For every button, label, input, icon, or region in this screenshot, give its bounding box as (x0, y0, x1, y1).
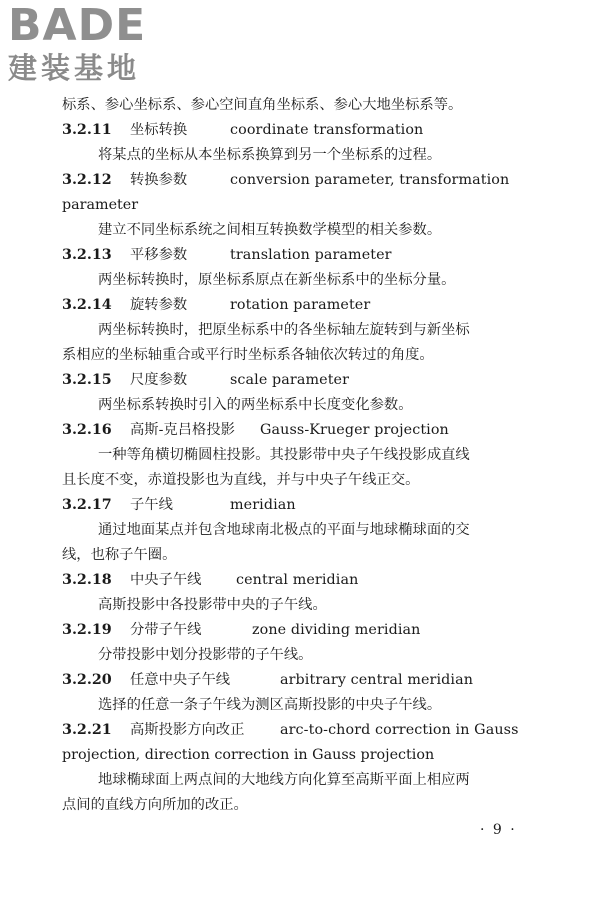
term-chinese: 高斯-克吕格投影 (130, 422, 235, 438)
term-number: 3.2.11 (62, 122, 112, 138)
term-definition: 将某点的坐标从本坐标系换算到另一个坐标系的过程。 (98, 147, 442, 163)
term-number: 3.2.14 (62, 297, 112, 313)
term-definition: 通过地面某点并包含地球南北极点的平面与地球椭球面的交 (98, 522, 470, 538)
term-heading (62, 168, 547, 193)
term-english: Gauss-Krueger projection (260, 422, 449, 438)
term-number: 3.2.19 (62, 622, 112, 638)
term-english: rotation parameter (230, 297, 371, 313)
term-english: meridian (230, 497, 296, 513)
term-chinese: 坐标转换 (130, 122, 188, 138)
term-number: 3.2.15 (62, 372, 112, 388)
term-number: 3.2.18 (62, 572, 112, 588)
term-definition: 选择的任意一条子午线为测区高斯投影的中央子午线。 (98, 697, 442, 713)
term-chinese: 旋转参数 (130, 297, 188, 313)
term-heading (62, 418, 547, 443)
term-chinese: 任意中央子午线 (130, 672, 231, 688)
term-heading (62, 718, 547, 743)
logo (8, 0, 178, 90)
term-chinese: 尺度参数 (130, 372, 188, 388)
term-english: translation parameter (230, 247, 392, 263)
term-heading (62, 568, 547, 593)
term-number: 3.2.20 (62, 672, 112, 688)
lead-text: 标系、参心坐标系、参心空间直角坐标系、参心大地坐标系等。 (62, 97, 463, 113)
term-english-continued: parameter (62, 197, 139, 213)
logo-subtitle: 建装基地 (8, 51, 141, 85)
term-english: coordinate transformation (230, 122, 424, 138)
term-english: arbitrary central meridian (280, 672, 474, 688)
term-english: arc-to-chord correction in Gauss (280, 722, 519, 738)
term-english-continued: projection, direction correction in Gauss projection (62, 747, 435, 763)
page-body (62, 93, 547, 818)
term-definition: 一种等角横切椭圆柱投影。其投影带中央子午线投影成直线 (98, 447, 470, 463)
term-definition-continued: 系相应的坐标轴重合或平行时坐标系各轴依次转过的角度。 (62, 347, 434, 363)
page-number: · 9 · (480, 822, 517, 838)
term-number: 3.2.21 (62, 722, 112, 738)
term-definition-continued: 且长度不变，赤道投影也为直线，并与中央子午线正交。 (62, 472, 420, 488)
term-definition-continued: 线，也称子午圈。 (62, 547, 177, 563)
term-number: 3.2.13 (62, 247, 112, 263)
term-definition-continued: 点间的直线方向所加的改正。 (62, 797, 248, 813)
term-heading (62, 243, 547, 268)
term-definition: 分带投影中划分投影带的子午线。 (98, 647, 313, 663)
term-definition: 两坐标转换时，原坐标系原点在新坐标系中的坐标分量。 (98, 272, 456, 288)
term-chinese: 中央子午线 (130, 572, 202, 588)
term-heading (62, 118, 547, 143)
term-heading (62, 293, 547, 318)
term-definition: 高斯投影中各投影带中央的子午线。 (98, 597, 327, 613)
term-chinese: 转换参数 (130, 172, 188, 188)
term-number: 3.2.12 (62, 172, 112, 188)
term-number: 3.2.16 (62, 422, 112, 438)
term-chinese: 平移参数 (130, 247, 188, 263)
term-english: scale parameter (230, 372, 350, 388)
logo-wordmark: BADE (8, 0, 147, 51)
term-definition: 地球椭球面上两点间的大地线方向化算至高斯平面上相应两 (98, 772, 470, 788)
term-chinese: 分带子午线 (130, 622, 202, 638)
term-heading (62, 668, 547, 693)
term-heading (62, 493, 547, 518)
term-english: zone dividing meridian (252, 622, 421, 638)
term-chinese: 子午线 (130, 497, 173, 513)
term-english: central meridian (236, 572, 359, 588)
term-number: 3.2.17 (62, 497, 112, 513)
term-heading (62, 368, 547, 393)
term-definition: 建立不同坐标系统之间相互转换数学模型的相关参数。 (98, 222, 442, 238)
term-chinese: 高斯投影方向改正 (130, 722, 245, 738)
term-definition: 两坐标转换时，把原坐标系中的各坐标轴左旋转到与新坐标 (98, 322, 470, 338)
term-definition: 两坐标系转换时引入的两坐标系中长度变化参数。 (98, 397, 413, 413)
term-heading (62, 618, 547, 643)
term-english: conversion parameter, transformation (230, 172, 510, 188)
